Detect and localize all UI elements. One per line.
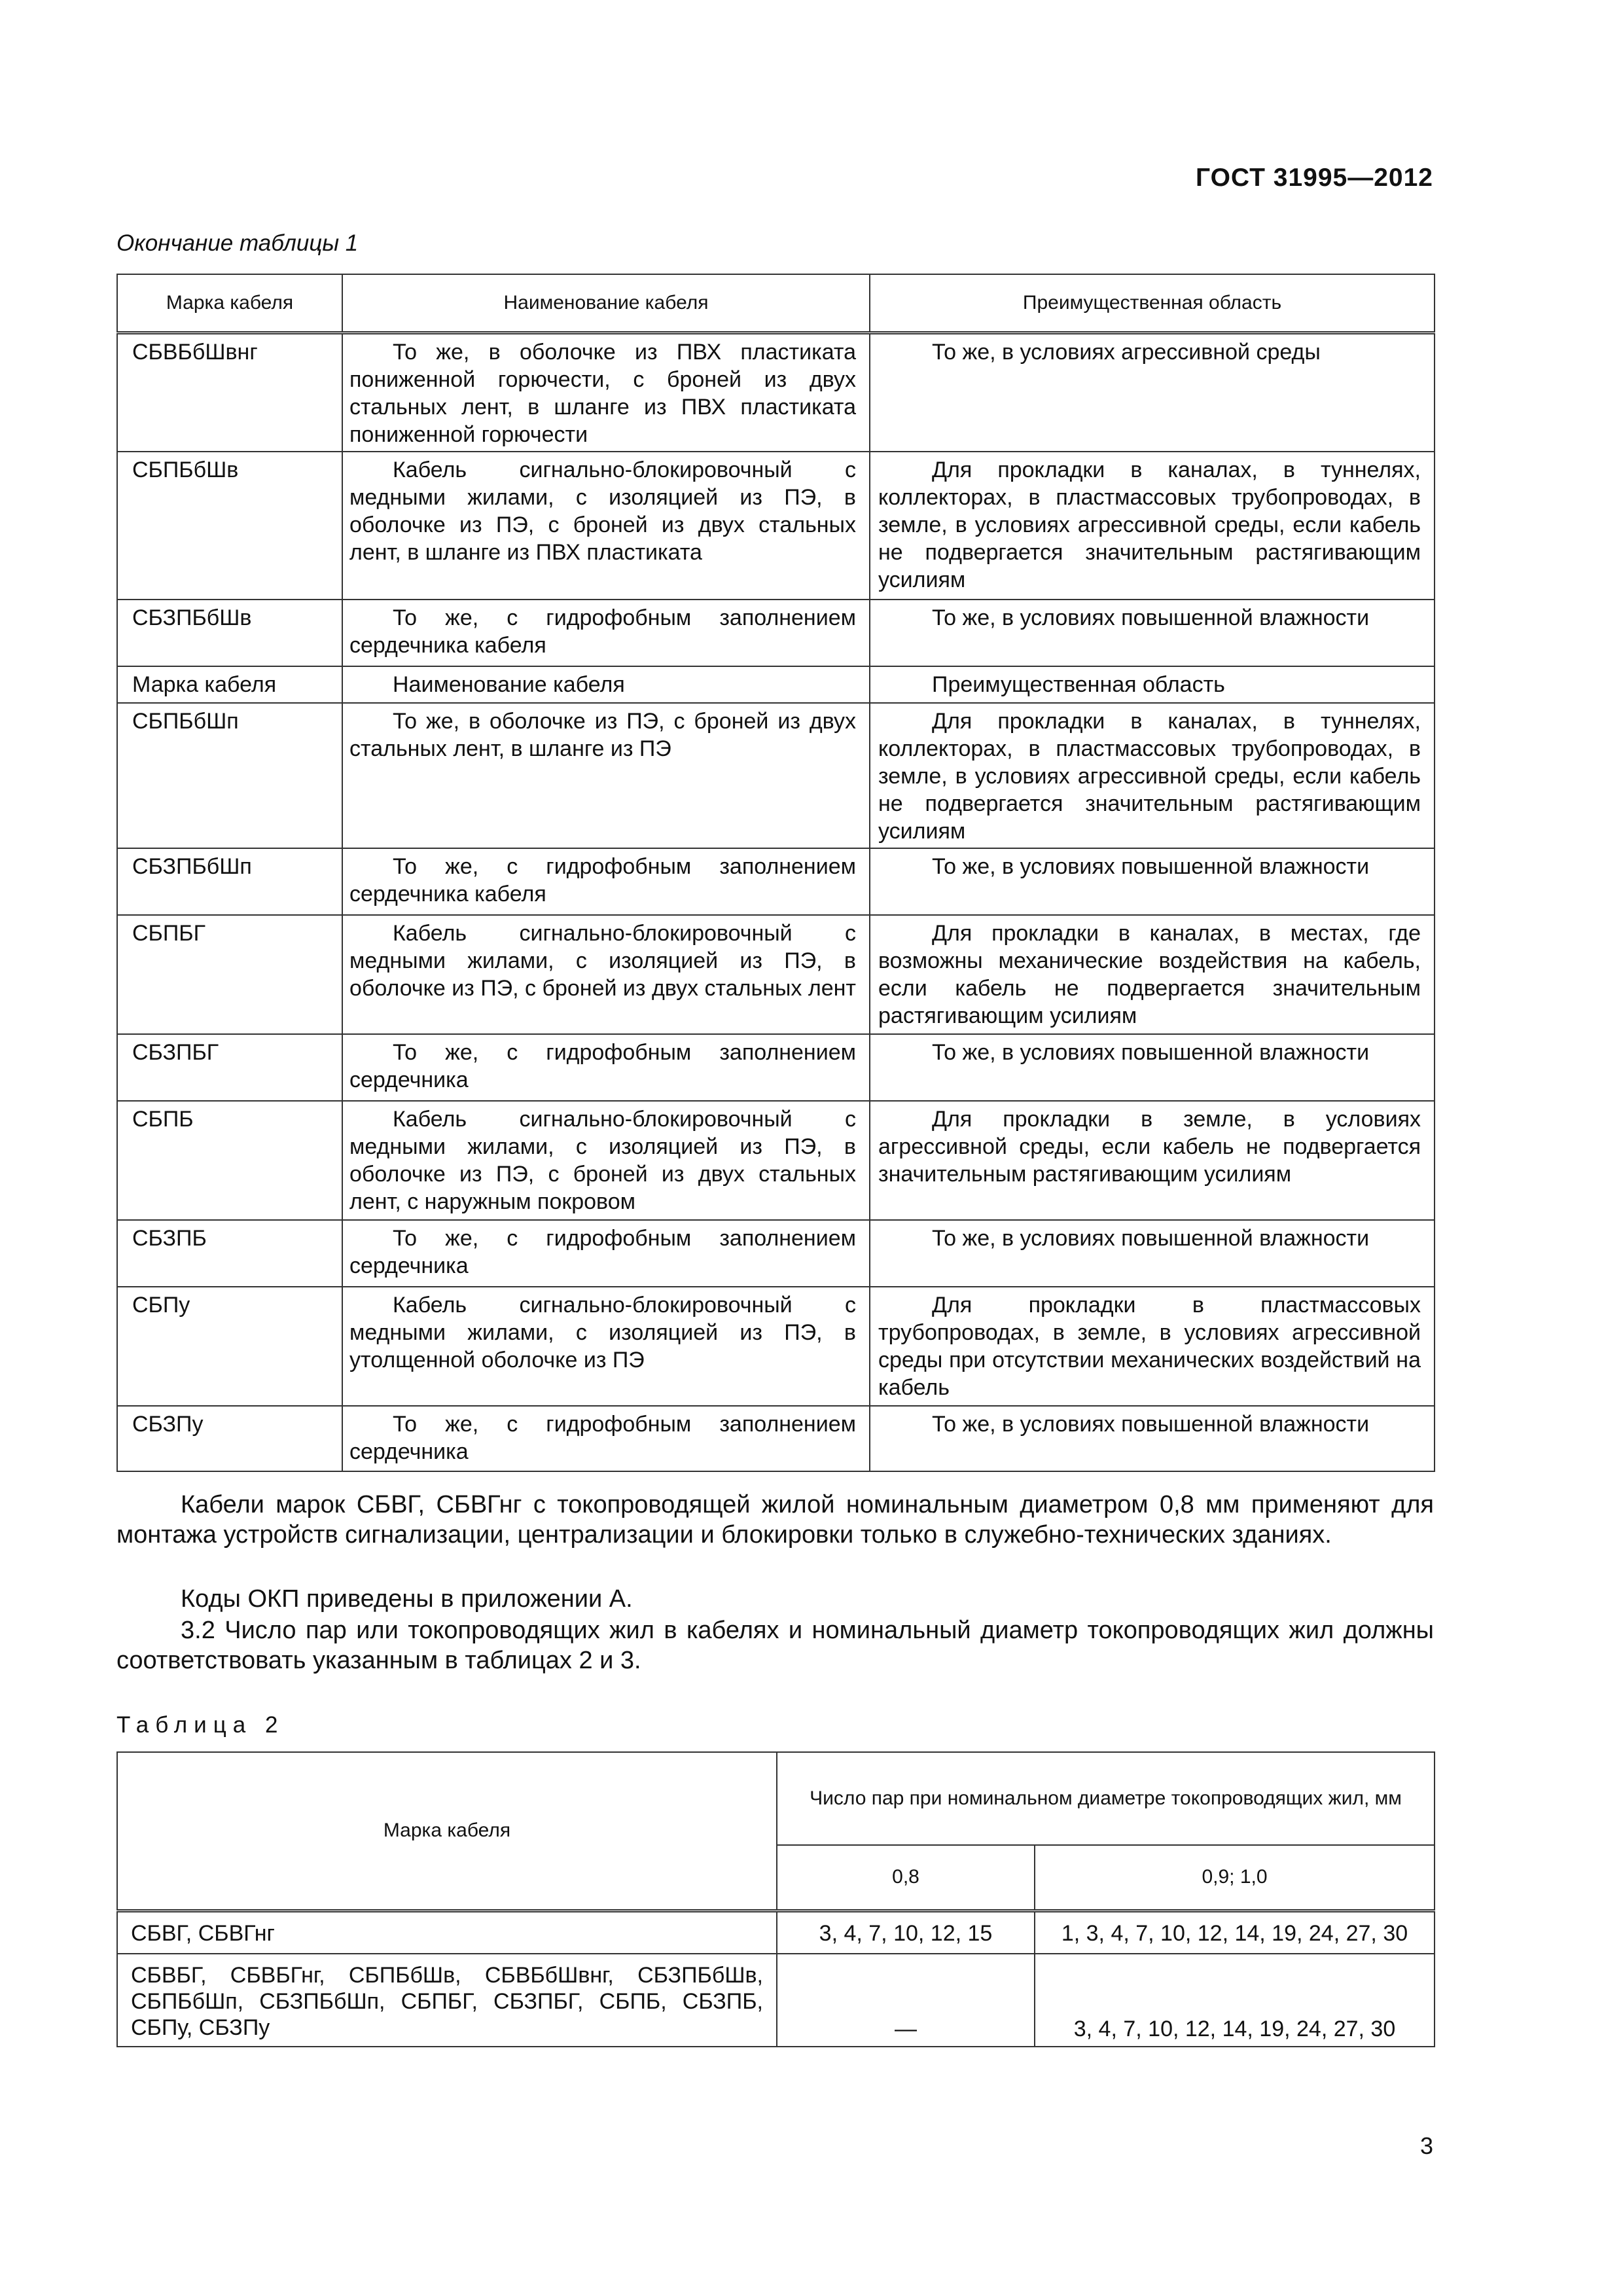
table-row: [117, 600, 1435, 666]
t2-header-diameter-08: 0,8: [777, 1845, 1035, 1910]
t1-cell-name: То же, в оболочке из ПЭ, с броней из двух стальных лент, в шланге из ПЭ: [342, 703, 870, 848]
t1-cell-name: Кабель сигнально-блокировочный с медными жилами, с изоляцией из ПЭ, в оболочке из ПЭ, с броней из двух стальных лент: [342, 915, 870, 1034]
t1-cell-area: То же, в условиях повышенной влажности: [870, 600, 1435, 666]
table-row: [117, 333, 1435, 452]
t1-cell-area: Для прокладки в пластмассовых трубопроводах, в земле, в условиях агрессивной среды при отсутствии механических воздействий на кабель: [870, 1287, 1435, 1406]
t1-cell-area: То же, в условиях повышенной влажности: [870, 1220, 1435, 1287]
table-row: [117, 915, 1435, 1034]
t1-cell-name: То же, с гидрофобным заполнением сердечника: [342, 1220, 870, 1287]
t1-cell-name: Наименование кабеля: [342, 666, 870, 703]
table2: [116, 1751, 1435, 2047]
t1-cell-brand: СБЗПБ: [117, 1220, 342, 1287]
t1-cell-name: Кабель сигнально-блокировочный с медными жилами, с изоляцией из ПЭ, в оболочке из ПЭ, с броней из двух стальных лент, в шланге из ПВХ пластиката: [342, 452, 870, 600]
t1-cell-brand: СБПу: [117, 1287, 342, 1406]
t2-cell-pairs-09-10: 3, 4, 7, 10, 12, 14, 19, 24, 27, 30: [1035, 1954, 1435, 2047]
table-row: [117, 848, 1435, 915]
t1-cell-brand: СБЗПБбШв: [117, 600, 342, 666]
t1-cell-area: Для прокладки в каналах, в туннелях, коллекторах, в пластмассовых трубопроводах, в земле, в условиях агрессивной среды, если кабель не подвергается значительным растягивающим усилиям: [870, 452, 1435, 600]
paragraph-cable-usage: Кабели марок СБВГ, СБВГнг с токопроводящей жилой номинальным диаметром 0,8 мм применяют для монтажа устройств сигнализации, централизации и блокировки только в служебно-технических зданиях.: [116, 1491, 1434, 1549]
table-row: [117, 666, 1435, 703]
table-row: [117, 1954, 1435, 2047]
t2-cell-pairs-08: 3, 4, 7, 10, 12, 15: [777, 1910, 1035, 1954]
table-row: [117, 1101, 1435, 1220]
t1-cell-area: То же, в условиях агрессивной среды: [870, 333, 1435, 452]
paragraph-section-3-2: 3.2 Число пар или токопроводящих жил в кабелях и номинальный диаметр токопроводящих жил должны соответствовать указанным в таблицах 2 и 3.: [116, 1617, 1434, 1674]
t1-cell-brand: СБПБбШв: [117, 452, 342, 600]
paragraph-okp-codes: Коды ОКП приведены в приложении А.: [181, 1585, 633, 1613]
t1-cell-name: Кабель сигнально-блокировочный с медными жилами, с изоляцией из ПЭ, в утолщенной оболочке из ПЭ: [342, 1287, 870, 1406]
table-row: [117, 703, 1435, 848]
t1-cell-brand: СБЗПБбШп: [117, 848, 342, 915]
t1-cell-area: Для прокладки в каналах, в туннелях, коллекторах, в пластмассовых трубопроводах, в земле, в условиях агрессивной среды, если кабель не подвергается значительным растягивающим усилиям: [870, 703, 1435, 848]
table1-caption: Окончание таблицы 1: [116, 230, 359, 256]
t1-cell-name: То же, с гидрофобным заполнением сердечника: [342, 1406, 870, 1471]
table-row: [117, 1220, 1435, 1287]
t2-header-pairs: Число пар при номинальном диаметре токопроводящих жил, мм: [777, 1752, 1435, 1845]
t2-header-diameter-09-10: 0,9; 1,0: [1035, 1845, 1435, 1910]
t2-cell-pairs-09-10: 1, 3, 4, 7, 10, 12, 14, 19, 24, 27, 30: [1035, 1910, 1435, 1954]
table-row: [117, 1406, 1435, 1471]
t1-cell-name: То же, с гидрофобным заполнением сердечника: [342, 1034, 870, 1101]
table-row: [117, 452, 1435, 600]
t1-cell-brand: СБПБ: [117, 1101, 342, 1220]
t2-cell-pairs-08: —: [777, 1954, 1035, 2047]
page-number: 3: [1419, 2132, 1433, 2159]
t1-cell-brand: СБПБГ: [117, 915, 342, 1034]
table-row: [117, 1287, 1435, 1406]
t1-cell-area: Преимущественная область: [870, 666, 1435, 703]
t1-cell-area: То же, в условиях повышенной влажности: [870, 1406, 1435, 1471]
t1-cell-brand: Марка кабеля: [117, 666, 342, 703]
t1-cell-area: Для прокладки в каналах, в местах, где возможны механические воздействия на кабель, если кабель не подвергается значительным растягивающим усилиям: [870, 915, 1435, 1034]
t1-header-area: Преимущественная область: [870, 274, 1435, 333]
t1-cell-name: То же, в оболочке из ПВХ пластиката пониженной горючести, с броней из двух стальных лент, в шланге из ПВХ пластиката пониженной горючести: [342, 333, 870, 452]
t2-header-brand: Марка кабеля: [117, 1752, 777, 1910]
table-row: [117, 1034, 1435, 1101]
table-row: [117, 1910, 1435, 1954]
t2-cell-brand: СБВБГ, СБВБГнг, СБПБбШв, СБВБбШвнг, СБЗПБбШв, СБПБбШп, СБЗПБбШп, СБПБГ, СБЗПБГ, СБПБ, СБЗПБ, СБПу, СБЗПу: [117, 1954, 777, 2047]
table1: [116, 274, 1435, 1472]
t1-cell-area: То же, в условиях повышенной влажности: [870, 848, 1435, 915]
t1-header-name: Наименование кабеля: [342, 274, 870, 333]
t2-cell-brand: СБВГ, СБВГнг: [117, 1910, 777, 1954]
t1-cell-brand: СБЗПу: [117, 1406, 342, 1471]
t1-cell-brand: СБПБбШп: [117, 703, 342, 848]
t1-cell-area: Для прокладки в земле, в условиях агрессивной среды, если кабель не подвергается значительным растягивающим усилиям: [870, 1101, 1435, 1220]
t1-cell-area: То же, в условиях повышенной влажности: [870, 1034, 1435, 1101]
document-number: ГОСТ 31995—2012: [1196, 164, 1433, 192]
t1-cell-name: Кабель сигнально-блокировочный с медными жилами, с изоляцией из ПЭ, в оболочке из ПЭ, с броней из двух стальных лент, с наружным покровом: [342, 1101, 870, 1220]
t1-cell-brand: СБЗПБГ: [117, 1034, 342, 1101]
t1-cell-name: То же, с гидрофобным заполнением сердечника кабеля: [342, 600, 870, 666]
t1-cell-name: То же, с гидрофобным заполнением сердечника кабеля: [342, 848, 870, 915]
table2-caption: Таблица 2: [116, 1712, 285, 1738]
t1-header-brand: Марка кабеля: [117, 274, 342, 333]
t1-cell-brand: СБВБбШвнг: [117, 333, 342, 452]
